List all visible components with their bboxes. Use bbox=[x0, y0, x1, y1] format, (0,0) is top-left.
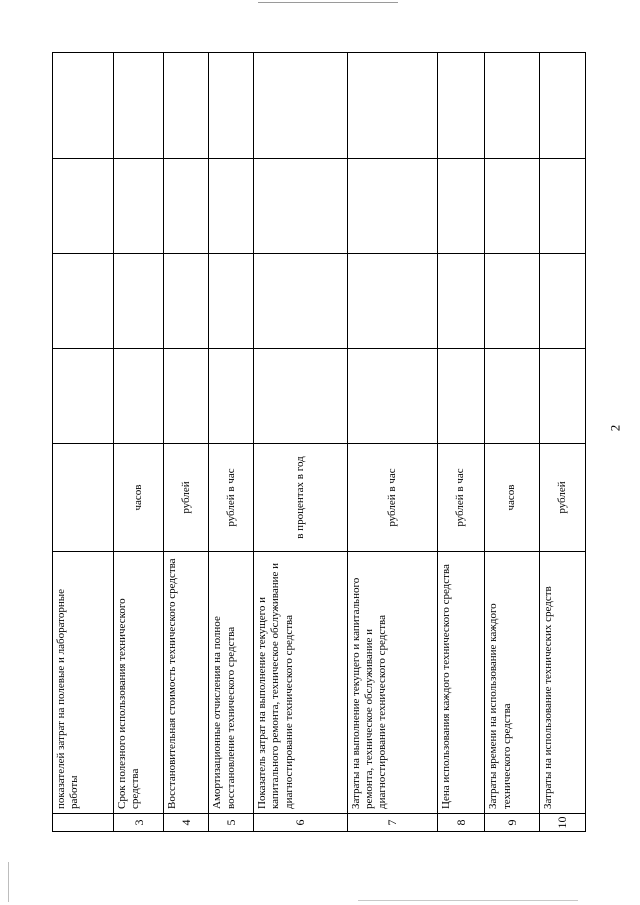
row-unit: рублей bbox=[164, 444, 209, 552]
table-row bbox=[209, 53, 254, 832]
empty-cell bbox=[539, 254, 585, 349]
row-unit: часов bbox=[114, 444, 164, 552]
scan-artifact-left bbox=[8, 862, 9, 902]
cost-table bbox=[52, 52, 586, 832]
empty-cell bbox=[53, 159, 114, 254]
row-name: Показатель затрат на выполнение текущего и капитального ремонта, техническое обслуживание и диагностирование технического средства bbox=[254, 552, 348, 814]
row-unit: часов bbox=[485, 444, 539, 552]
scan-artifact-top bbox=[258, 2, 398, 3]
rotated-table-wrapper bbox=[52, 53, 586, 832]
row-number: 4 bbox=[164, 814, 209, 832]
page-number: 2 bbox=[607, 424, 623, 432]
empty-cell bbox=[53, 254, 114, 349]
row-name: Затраты на использование технических средств bbox=[539, 552, 585, 814]
row-number bbox=[53, 814, 114, 832]
row-number: 7 bbox=[348, 814, 438, 832]
empty-cell bbox=[209, 53, 254, 159]
empty-cell bbox=[254, 159, 348, 254]
empty-cell bbox=[114, 53, 164, 159]
empty-cell bbox=[164, 254, 209, 349]
empty-cell bbox=[485, 159, 539, 254]
empty-cell bbox=[254, 254, 348, 349]
table-row bbox=[485, 53, 539, 832]
table-row bbox=[348, 53, 438, 832]
row-name: показателей затрат на полевые и лабораторные работы bbox=[53, 552, 114, 814]
empty-cell bbox=[485, 53, 539, 159]
empty-cell bbox=[437, 53, 485, 159]
empty-cell bbox=[164, 53, 209, 159]
empty-cell bbox=[209, 254, 254, 349]
empty-cell bbox=[164, 159, 209, 254]
empty-cell bbox=[437, 159, 485, 254]
table-row bbox=[53, 53, 114, 832]
table-row bbox=[539, 53, 585, 832]
empty-cell bbox=[437, 349, 485, 444]
row-name: Амортизационные отчисления на полное восстановление технического средства bbox=[209, 552, 254, 814]
table-row bbox=[164, 53, 209, 832]
row-name: Цена использования каждого технического средства bbox=[437, 552, 485, 814]
empty-cell bbox=[114, 349, 164, 444]
empty-cell bbox=[539, 159, 585, 254]
row-unit: рублей в час bbox=[348, 444, 438, 552]
row-unit: рублей в час bbox=[437, 444, 485, 552]
row-name: Восстановительная стоимость технического средства bbox=[164, 552, 209, 814]
empty-cell bbox=[114, 159, 164, 254]
row-number: 5 bbox=[209, 814, 254, 832]
row-unit bbox=[53, 444, 114, 552]
empty-cell bbox=[254, 349, 348, 444]
empty-cell bbox=[53, 349, 114, 444]
empty-cell bbox=[348, 159, 438, 254]
empty-cell bbox=[539, 349, 585, 444]
scan-artifact-bottom bbox=[358, 900, 578, 901]
empty-cell bbox=[485, 349, 539, 444]
empty-cell bbox=[164, 349, 209, 444]
empty-cell bbox=[539, 53, 585, 159]
empty-cell bbox=[348, 349, 438, 444]
table-row bbox=[437, 53, 485, 832]
table-row bbox=[114, 53, 164, 832]
empty-cell bbox=[348, 53, 438, 159]
empty-cell bbox=[437, 254, 485, 349]
row-number: 3 bbox=[114, 814, 164, 832]
empty-cell bbox=[254, 53, 348, 159]
row-number: 6 bbox=[254, 814, 348, 832]
row-name: Затраты на выполнение текущего и капитального ремонта, техническое обслуживание и диагностирование технического средства bbox=[348, 552, 438, 814]
row-name: Срок полезного использования технического средства bbox=[114, 552, 164, 814]
row-unit: в процентах в год bbox=[254, 444, 348, 552]
empty-cell bbox=[53, 53, 114, 159]
empty-cell bbox=[485, 254, 539, 349]
row-number: 8 bbox=[437, 814, 485, 832]
row-unit: рублей в час bbox=[209, 444, 254, 552]
empty-cell bbox=[348, 254, 438, 349]
row-number: 10 bbox=[539, 814, 585, 832]
empty-cell bbox=[209, 349, 254, 444]
row-unit: рублей bbox=[539, 444, 585, 552]
table-row bbox=[254, 53, 348, 832]
empty-cell bbox=[209, 159, 254, 254]
row-name: Затраты времени на использование каждого технического средства bbox=[485, 552, 539, 814]
row-number: 9 bbox=[485, 814, 539, 832]
empty-cell bbox=[114, 254, 164, 349]
